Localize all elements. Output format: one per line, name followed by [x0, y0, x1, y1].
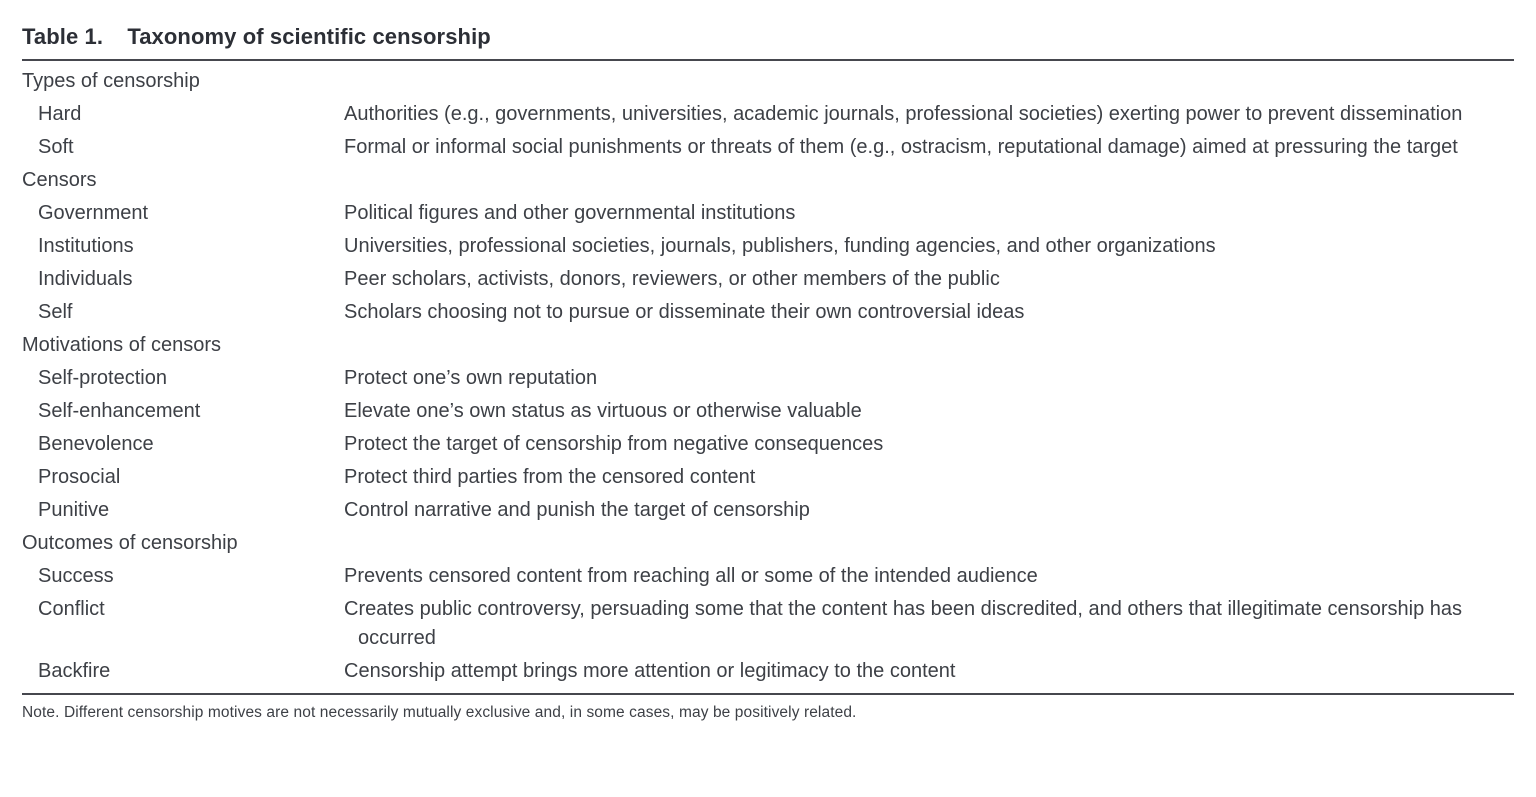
table-row	[22, 430, 1514, 459]
section-header-outcomes: Outcomes of censorship	[22, 532, 238, 554]
term-cell: Self	[38, 301, 73, 323]
table-number-label: Table 1.	[22, 24, 104, 49]
description-cell: Authorities (e.g., governments, universities, academic journals, professional societies) exerting power to prevent dissemination	[344, 103, 1463, 125]
section-header-censors: Censors	[22, 169, 97, 191]
table-row	[22, 562, 1514, 591]
table-row	[22, 100, 1514, 129]
table-row	[22, 463, 1514, 492]
description-cell: Protect one’s own reputation	[344, 367, 598, 389]
table-row	[22, 199, 1514, 228]
description-cell: Universities, professional societies, journals, publishers, funding agencies, and other organizations	[344, 235, 1216, 257]
term-cell: Benevolence	[38, 433, 154, 455]
description-cell: Scholars choosing not to pursue or disseminate their own controversial ideas	[344, 301, 1025, 323]
term-cell: Soft	[38, 136, 74, 158]
section-header-types: Types of censorship	[22, 70, 200, 92]
term-cell: Individuals	[38, 268, 133, 290]
description-cell: Peer scholars, activists, donors, reviewers, or other members of the public	[344, 268, 1000, 290]
description-cell: Prevents censored content from reaching all or some of the intended audience	[344, 565, 1038, 587]
description-cell: Creates public controversy, persuading some that the content has been discredited, and others that illegitimate censorship has occurred	[344, 598, 1463, 649]
table-row	[22, 265, 1514, 294]
table-title	[22, 24, 1514, 61]
description-cell: Formal or informal social punishments or threats of them (e.g., ostracism, reputational damage) aimed at pressuring the target	[344, 136, 1458, 158]
table-note: Note. Different censorship motives are not necessarily mutually exclusive and, in some cases, may be positively related.	[22, 693, 1514, 722]
table-row	[22, 496, 1514, 525]
term-cell: Self-protection	[38, 367, 167, 389]
term-cell: Conflict	[38, 598, 105, 620]
term-cell: Prosocial	[38, 466, 121, 488]
term-cell: Self-enhancement	[38, 400, 201, 422]
term-cell: Backfire	[38, 660, 111, 682]
description-cell: Control narrative and punish the target of censorship	[344, 499, 810, 521]
table-row	[22, 133, 1514, 162]
term-cell: Punitive	[38, 499, 110, 521]
description-cell: Protect third parties from the censored content	[344, 466, 756, 488]
section-header-motivations: Motivations of censors	[22, 334, 221, 356]
table-row	[22, 397, 1514, 426]
table-row	[22, 364, 1514, 393]
description-cell: Censorship attempt brings more attention or legitimacy to the content	[344, 660, 956, 682]
description-cell: Political figures and other governmental institutions	[344, 202, 796, 224]
taxonomy-table	[22, 61, 1514, 686]
term-cell: Government	[38, 202, 149, 224]
table-row	[22, 232, 1514, 261]
table-row	[22, 595, 1514, 653]
term-cell: Institutions	[38, 235, 134, 257]
term-cell: Success	[38, 565, 114, 587]
table-title-text: Taxonomy of scientific censorship	[127, 24, 491, 49]
description-cell: Elevate one’s own status as virtuous or otherwise valuable	[344, 400, 862, 422]
table-row	[22, 298, 1514, 327]
term-cell: Hard	[38, 103, 82, 125]
table-row	[22, 657, 1514, 686]
description-cell: Protect the target of censorship from negative consequences	[344, 433, 884, 455]
